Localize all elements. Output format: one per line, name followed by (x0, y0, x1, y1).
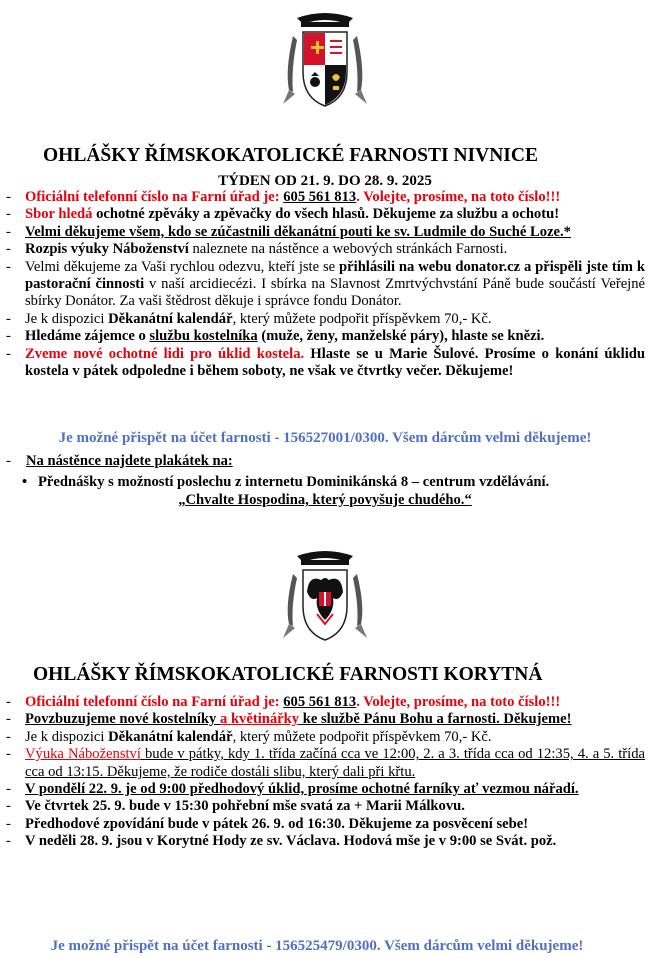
list-item: - Ve čtvrtek 25. 9. bude v 15:30 pohřební mše svatá za + Marii Málkovu. (5, 798, 645, 815)
parish-crest-nivnice (275, 10, 375, 112)
list-item: - Povzbuzujeme nové kostelníky a květinářky ke službě Pánu Bohu a farnosti. Děkujeme! (5, 711, 645, 728)
list-item: - Velmi děkujeme za Vaši rychlou odezvu, kteří jste se přihlásili na webu donator.cz a přispěli jste tím k pastorační činnosti v naší arcidiecézi. I sbírka na Slavnost Zmrtvýchvstání Páně bude součástí Veřejné sbírky Donátor. Za vaši štědrost děkuje i správce fondu Donátor. (5, 259, 645, 311)
announcements-korytna (5, 694, 645, 851)
list-item: - Oficiální telefonní číslo na Farní úřad je: 605 561 813. Volejte, prosíme, na toto číslo!!! (5, 694, 645, 711)
list-item: - Výuka Náboženství bude v pátky, kdy 1. třída začíná cca ve 12:00, 2. a 3. třída cca od 12:35, 4. a 5. třída cca od 13:15. Děkujeme, že rodiče dostáli slibu, který dali při křtu. (5, 746, 645, 781)
bank-account-korytna: Je možné přispět na účet farnosti - 156525479/0300. Všem dárcům velmi děkujeme! (50, 938, 584, 954)
list-item: - Velmi děkujeme všem, kdo se zúčastnili děkanátní pouti ke sv. Ludmile do Suché Loze.* (5, 224, 645, 241)
list-item: - Zveme nové ochotné lidi pro úklid kostela. Hlaste se u Marie Šulové. Prosíme o konání úklidu kostela v pátek odpoledne i během soboty, ne však ve čtvrtky večer. Děkujeme! (5, 346, 645, 381)
title-nivnice: OHLÁŠKY ŘÍMSKOKATOLICKÉ FARNOSTI NIVNICE (43, 145, 538, 166)
list-item: - Předhodové zpovídání bude v pátek 26. 9. od 16:30. Děkujeme za posvěcení sebe! (5, 816, 645, 833)
announcements-nivnice (5, 189, 645, 380)
list-item: - Hledáme zájemce o službu kostelníka (muže, ženy, manželské páry), hlaste se knězi. (5, 328, 645, 345)
list-item: - Je k dispozici Děkanátní kalendář, který můžete podpořit příspěvkem 70,- Kč. (5, 311, 645, 328)
lectures-item: • Přednášky s možností poslechu z internetu Dominikánská 8 – centrum vzdělávání. (22, 474, 550, 490)
title-korytna: OHLÁŠKY ŘÍMSKOKATOLICKÉ FARNOSTI KORYTNÁ (33, 664, 543, 685)
list-item: - Je k dispozici Děkanátní kalendář, který můžete podpořit příspěvkem 70,- Kč. (5, 729, 645, 746)
notice-board-heading: - Na nástěnce najdete plakátek na: (6, 453, 233, 469)
list-item: - Sbor hledá ochotné zpěváky a zpěvačky do všech hlasů. Děkujeme za službu a ochotu! (5, 206, 645, 223)
week-range: TÝDEN OD 21. 9. DO 28. 9. 2025 (218, 173, 432, 189)
list-item: - V pondělí 22. 9. je od 9:00 předhodový úklid, prosíme ochotné farníky ať vezmou nářadí. (5, 781, 645, 798)
bank-account-nivnice: Je možné přispět na účet farnosti - 156527001/0300. Všem dárcům velmi děkujeme! (58, 430, 592, 446)
quote: „Chvalte Hospodina, který povyšuje chudého.“ (178, 492, 472, 508)
list-item: - Rozpis výuky Náboženství naleznete na nástěnce a webových stránkách Farnosti. (5, 241, 645, 258)
list-item: - V neděli 28. 9. jsou v Korytné Hody ze sv. Václava. Hodová mše je v 9:00 se Svát. pož. (5, 833, 645, 850)
parish-crest-korytna (275, 548, 375, 644)
list-item: - Oficiální telefonní číslo na Farní úřad je: 605 561 813. Volejte, prosíme, na toto číslo!!! (5, 189, 645, 206)
